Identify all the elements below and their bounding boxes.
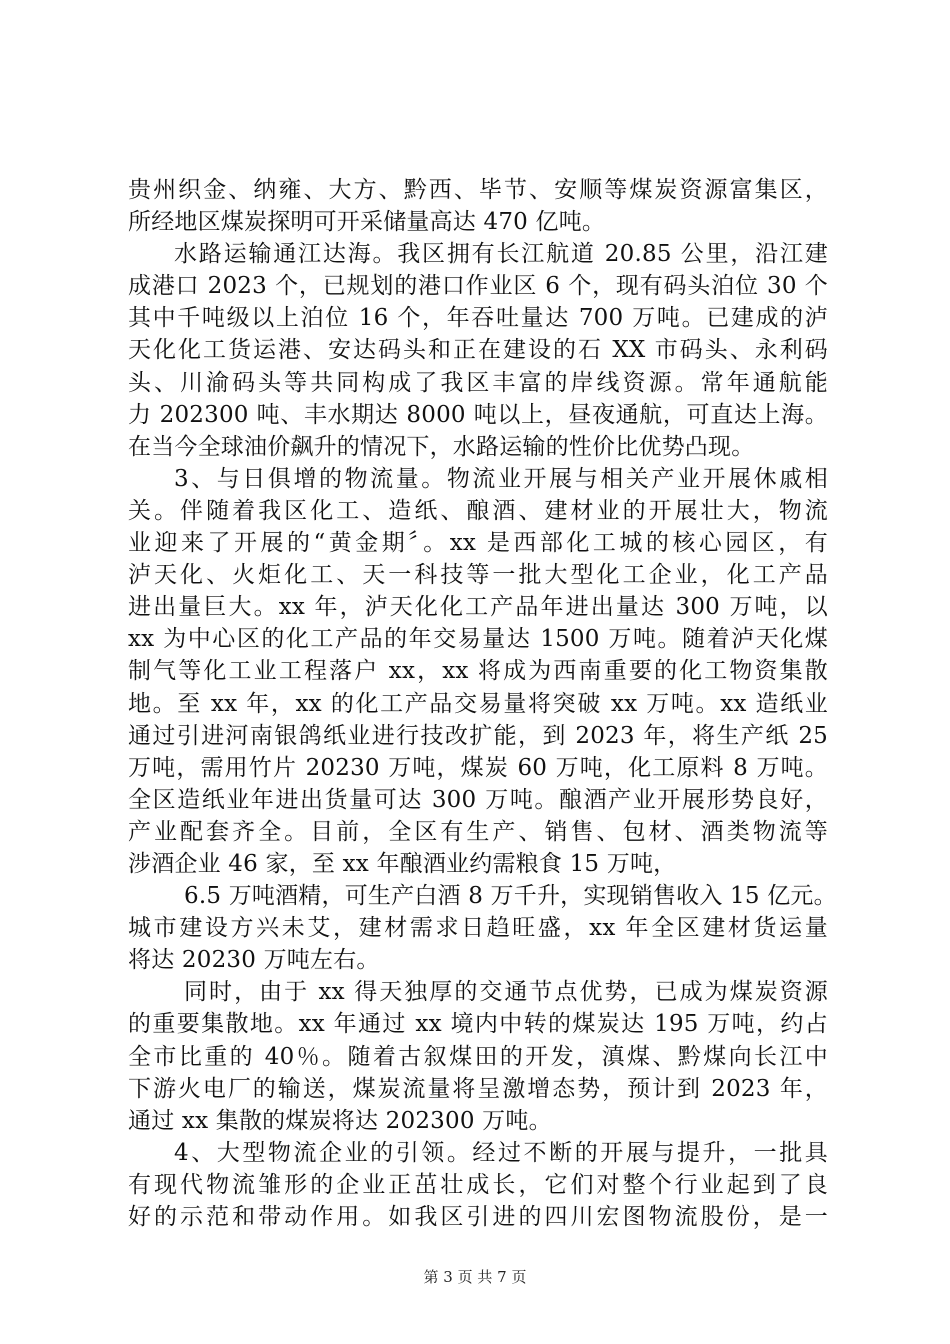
text-line: 下游火电厂的输送，煤炭流量将呈激增态势，预计到 2023 年，: [128, 1075, 828, 1102]
paragraph: [128, 1137, 828, 1233]
text-line: 其中千吨级以上泊位 16 个，年吞吐量达 700 万吨。已建成的泸: [128, 305, 828, 332]
text-line: 万吨，需用竹片 20230 万吨，煤炭 60 万吨，化工原料 8 万吨。: [128, 754, 828, 781]
text-line: 关。伴随着我区化工、造纸、酿酒、建材业的开展壮大，物流: [128, 497, 828, 524]
text-line: 地。至 xx 年，xx 的化工产品交易量将突破 xx 万吨。xx 造纸业: [128, 690, 828, 717]
page-footer: [0, 1267, 950, 1287]
text-line: 业迎来了开展的“黄金期〞。xx 是西部化工城的核心园区，有: [128, 530, 828, 557]
text-line: xx 为中心区的化工产品的年交易量达 1500 万吨。随着泸天化煤: [128, 626, 828, 653]
text-line: 将达 20230 万吨左右。: [128, 947, 380, 974]
paragraph: [128, 463, 828, 880]
body-text: [128, 174, 837, 1233]
text-line: 产业配套齐全。目前，全区有生产、销售、包材、酒类物流等: [128, 818, 828, 845]
text-line: 力 202300 吨、丰水期达 8000 吨以上，昼夜通航，可直达上海。: [128, 401, 828, 428]
text-line: 泸天化、火炬化工、天一科技等一批大型化工企业，化工产品: [128, 562, 828, 589]
text-line: 头、川渝码头等共同构成了我区丰富的岸线资源。常年通航能: [128, 369, 828, 396]
text-line: 成港口 2023 个，已规划的港口作业区 6 个，现有码头泊位 30 个: [128, 273, 828, 300]
text-line: 天化化工货运港、安达码头和正在建设的石 XX 市码头、永利码: [128, 337, 828, 364]
text-line: 有现代物流雏形的企业正茁壮成长，它们对整个行业起到了良: [128, 1171, 828, 1198]
text-line: 全区造纸业年进出货量可达 300 万吨。酿酒产业开展形势良好，: [128, 786, 828, 813]
text-line: 通过 xx 集散的煤炭将达 202300 万吨。: [128, 1107, 552, 1134]
text-line: 涉酒企业 46 家，至 xx 年酿酒业约需粮食 15 万吨，: [128, 850, 677, 877]
text-line: 6.5 万吨酒精，可生产白酒 8 万千升，实现销售收入 15 亿元。: [184, 883, 837, 910]
text-line: 的重要集散地。xx 年通过 xx 境内中转的煤炭达 195 万吨，约占: [128, 1011, 828, 1038]
paragraph: [128, 238, 828, 463]
text-line: 4、大型物流企业的引领。经过不断的开展与提升，一批具: [174, 1139, 828, 1166]
text-line: 好的示范和带动作用。如我区引进的四川宏图物流股份，是一: [128, 1204, 828, 1230]
text-line: 制气等化工业工程落户 xx，xx 将成为西南重要的化工物资集散: [128, 658, 828, 685]
text-line: 水路运输通江达海。我区拥有长江航道 20.85 公里，沿江建: [174, 241, 828, 268]
text-line: 所经地区煤炭探明可开采储量高达 470 亿吨。: [128, 209, 606, 236]
text-line: 全市比重的 40％。随着古叙煤田的开发，滇煤、黔煤向长江中: [128, 1043, 828, 1070]
text-line: 城市建设方兴未艾，建材需求日趋旺盛，xx 年全区建材货运量: [128, 915, 828, 942]
text-line: 3、与日俱增的物流量。物流业开展与相关产业开展休戚相: [174, 465, 828, 492]
page-number: 第 3 页 共 7 页: [423, 1268, 527, 1286]
paragraph: [128, 174, 828, 238]
text-line: 进出量巨大。xx 年，泸天化化工产品年进出量达 300 万吨，以: [128, 594, 828, 621]
text-line: 同时，由于 xx 得天独厚的交通节点优势，已成为煤炭资源: [184, 979, 828, 1006]
text-line: 通过引进河南银鸽纸业进行技改扩能，到 2023 年，将生产纸 25: [128, 722, 828, 749]
paragraph: [128, 880, 837, 976]
text-line: 贵州织金、纳雍、大方、黔西、毕节、安顺等煤炭资源富集区，: [128, 177, 828, 203]
paragraph: [128, 976, 828, 1136]
text-line: 在当今全球油价飙升的情况下，水路运输的性价比优势凸现。: [128, 433, 755, 460]
